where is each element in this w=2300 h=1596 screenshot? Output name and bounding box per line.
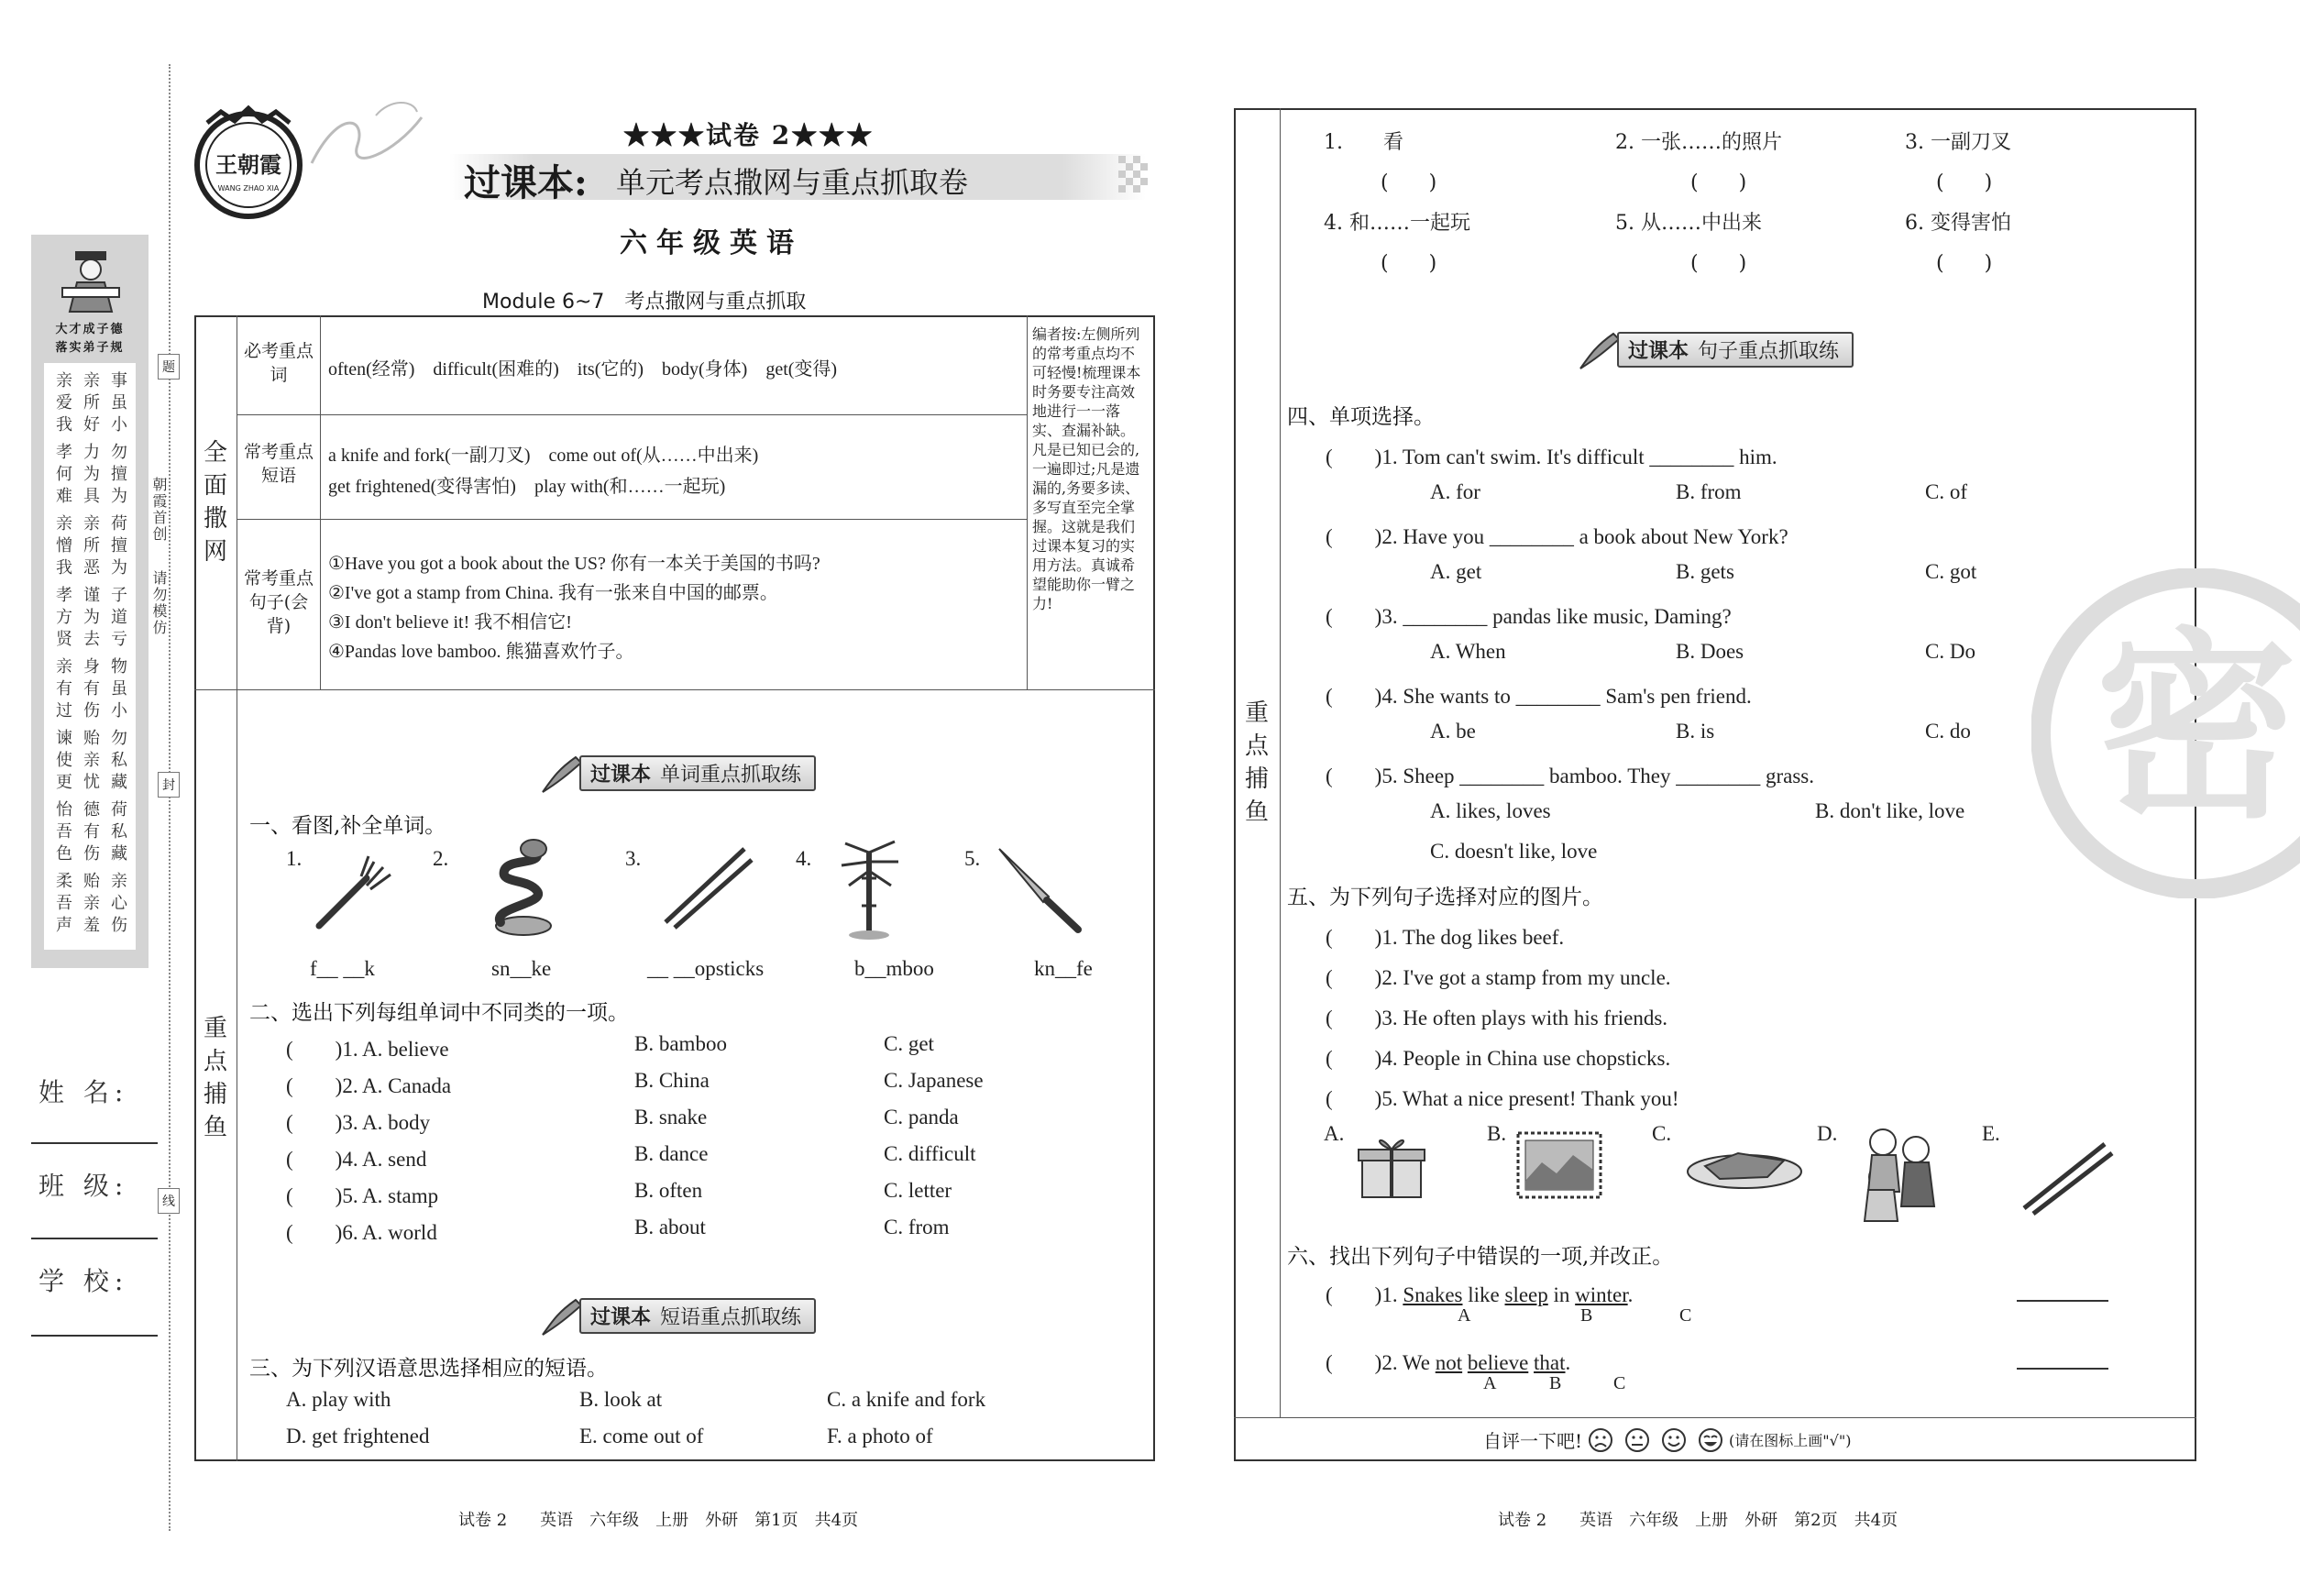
error-2-letter-c: C: [1613, 1373, 1626, 1393]
mc-4-option-c[interactable]: C. do: [1925, 720, 1971, 743]
word-banner-box: [579, 755, 816, 791]
school-label: 学 校:: [39, 1266, 129, 1296]
odd-one-out-1-option-b[interactable]: B. bamboo: [634, 1032, 727, 1055]
confidential-watermark: [2031, 568, 2300, 898]
key-phrases-1: a knife and fork(一副刀叉) come out of(从……中出来): [328, 446, 759, 466]
poem-column: 亲有过: [56, 657, 72, 721]
copyright-note-1: 朝霞首创: [150, 477, 168, 543]
poem-column: 事虽小: [111, 371, 127, 435]
divider: [1280, 108, 1281, 1417]
phrase-item-5: 5. 从……中出来: [1615, 212, 1762, 235]
chopsticks-picture-icon: [2017, 1137, 2118, 1216]
phrase-option-c: C. a knife and fork: [827, 1388, 986, 1411]
mc-4-option-a[interactable]: A. be: [1430, 720, 1476, 743]
error-2-c[interactable]: that: [1534, 1351, 1566, 1374]
poem-column: 力为具: [83, 443, 100, 506]
school-field[interactable]: [31, 1335, 158, 1337]
stamp-icon: [1514, 1129, 1606, 1203]
mc-1-option-b[interactable]: B. from: [1676, 480, 1742, 503]
sentence-banner-box: [1617, 332, 1854, 368]
phrase-option-a: A. play with: [286, 1388, 391, 1411]
part1-num-5: 5.: [964, 847, 981, 870]
phrase-banner: [539, 1300, 816, 1331]
match-sentence-3: ( )3. He often plays with his friends.: [1326, 1007, 1668, 1029]
mc-2-option-b[interactable]: B. gets: [1676, 560, 1734, 583]
poem-column: 身有伤: [83, 657, 100, 721]
error-1-c[interactable]: winter: [1575, 1283, 1628, 1306]
mc-question-5: ( )5. Sheep ________ bamboo. They ________ grass.: [1326, 765, 1814, 787]
poem-column: 孝方贤: [56, 586, 72, 649]
phrase-option-b: B. look at: [579, 1388, 663, 1411]
key-sentence-2: ②I've got a stamp from China. 我有一张来自中国的邮票。: [328, 583, 778, 603]
divider: [194, 689, 1155, 690]
error-1-prefix: ( )1.: [1326, 1283, 1403, 1306]
error-2-letter-a: A: [1483, 1373, 1497, 1393]
error-1-letter-b: B: [1580, 1305, 1593, 1326]
odd-one-out-6-option-a[interactable]: ( )6. A. world: [286, 1221, 437, 1244]
error-sentence-2: [1326, 1346, 1570, 1376]
focus-label-left: 重点捕鱼: [203, 1015, 227, 1141]
odd-one-out-5-option-a[interactable]: ( )5. A. stamp: [286, 1184, 439, 1207]
part1-num-3: 3.: [625, 847, 642, 870]
knife-icon: [994, 843, 1085, 935]
poem-column: 贻亲忧: [83, 729, 100, 792]
blank-fork[interactable]: f__ __k: [310, 957, 375, 980]
error-2-word: We: [1402, 1351, 1430, 1374]
odd-one-out-6-option-c[interactable]: C. from: [884, 1216, 950, 1238]
title-main: 过课本:: [464, 161, 588, 204]
present-icon: [1353, 1129, 1432, 1203]
error-2-prefix: ( )2.: [1326, 1351, 1403, 1374]
match-sentence-5: ( )5. What a nice present! Thank you!: [1326, 1087, 1679, 1110]
match-sentence-4: ( )4. People in China use chopsticks.: [1326, 1047, 1671, 1070]
chopsticks-icon: [656, 840, 757, 931]
part1-num-2: 2.: [433, 847, 449, 870]
seal-tag-ti: 题: [158, 354, 180, 380]
part1-title: 一、看图,补全单词。: [249, 814, 446, 838]
phrase-option-e: E. come out of: [579, 1425, 704, 1447]
cut-line: [169, 64, 171, 1531]
mc-5-option-c[interactable]: C. doesn't like, love: [1430, 840, 1598, 863]
mc-1-option-c[interactable]: C. of: [1925, 480, 1967, 503]
poem-column: 谏使更: [56, 729, 72, 792]
phrase-answer-3[interactable]: ( ): [1936, 171, 1993, 194]
mc-question-3: ( )3. ________ pandas like music, Daming?: [1326, 605, 1732, 628]
logo-sub: WANG ZHAO XIA: [217, 184, 280, 193]
mc-5-option-a[interactable]: A. likes, loves: [1430, 799, 1551, 822]
mc-3-option-b[interactable]: B. Does: [1676, 640, 1744, 663]
beef-icon: [1683, 1135, 1806, 1194]
poem-column: 荷擅为: [111, 514, 127, 578]
sidebar-panel: [31, 235, 149, 968]
picture-label-b: B.: [1487, 1122, 1507, 1145]
odd-one-out-5-option-c[interactable]: C. letter: [884, 1179, 952, 1202]
title-rest: 单元考点撒网与重点抓取卷: [616, 165, 969, 200]
watermark-char: 密: [2095, 608, 2298, 845]
overview-label: 全面撒网: [203, 439, 227, 566]
phrase-banner-text: 短语重点抓取练: [660, 1305, 802, 1329]
phrase-item-1: 1. 看: [1324, 131, 1403, 154]
phrase-item-4: 4. 和……一起玩: [1324, 212, 1470, 235]
mc-question-1: ( )1. Tom can't swim. It's difficult ________ him.: [1326, 446, 1777, 468]
happy-face-icon[interactable]: [1698, 1427, 1723, 1453]
key-sentence-1: ①Have you got a book about the US? 你有一本关于美国的书吗?: [328, 554, 820, 574]
picture-label-d: D.: [1817, 1122, 1838, 1145]
sentence-banner-bold: 过课本: [1628, 338, 1689, 363]
odd-one-out-1-option-a[interactable]: ( )1. A. believe: [286, 1038, 449, 1061]
phrase-answer-2[interactable]: ( ): [1690, 171, 1747, 194]
phrase-item-3: 3. 一副刀叉: [1905, 131, 2011, 154]
poem-column: 贻亲羞: [83, 872, 100, 935]
module-title: Module 6~7 考点撒网与重点抓取: [482, 291, 807, 314]
brush-icon: [1577, 328, 1623, 370]
picture-label-c: C.: [1652, 1122, 1672, 1145]
error-2-period: .: [1565, 1351, 1571, 1374]
smile-face-icon[interactable]: [1661, 1427, 1687, 1453]
mc-4-option-b[interactable]: B. is: [1676, 720, 1715, 743]
paper-number: ★★★试卷 2★★★: [623, 120, 875, 150]
poem-column: 孝何难: [56, 443, 72, 506]
part6-title: 六、找出下列句子中错误的一项,并改正。: [1287, 1245, 1674, 1269]
word-banner-bold: 过课本: [590, 762, 652, 787]
poem-column: 亲所好: [83, 371, 100, 435]
divider: [1027, 315, 1028, 689]
poem-column: 亲爱我: [56, 371, 72, 435]
mc-question-4: ( )4. She wants to ________ Sam's pen friend.: [1326, 685, 1752, 708]
part2-title: 二、选出下列每组单词中不同类的一项。: [249, 1001, 629, 1025]
error-1-letter-c: C: [1679, 1305, 1692, 1326]
motto-2: 落实弟子规: [55, 341, 125, 355]
divider: [237, 519, 1027, 520]
part1-num-1: 1.: [286, 847, 303, 870]
seal-tag-xian: 线: [158, 1188, 180, 1214]
odd-one-out-2-option-a[interactable]: ( )2. A. Canada: [286, 1074, 452, 1097]
motto-1: 大才成子德: [55, 323, 125, 336]
class-label: 班 级:: [39, 1171, 129, 1201]
logo-text: 王朝霞: [215, 151, 281, 178]
poem-column: 物虽小: [111, 657, 127, 721]
odd-one-out-4-option-a[interactable]: ( )4. A. send: [286, 1148, 427, 1171]
phrase-option-d: D. get frightened: [286, 1425, 430, 1447]
brush-icon: [539, 1294, 585, 1337]
mc-2-option-c[interactable]: C. got: [1925, 560, 1977, 583]
error-2-correction[interactable]: [2017, 1368, 2108, 1370]
focus-label-right: 重点捕鱼: [1244, 699, 1269, 826]
name-field[interactable]: [31, 1142, 158, 1144]
odd-one-out-3-option-a[interactable]: ( )3. A. body: [286, 1111, 431, 1134]
copyright-note-2: 请勿模仿: [150, 570, 168, 636]
self-eval-label: 自评一下吧!: [1483, 1430, 1583, 1452]
self-eval-hint: (请在图标上画"√"): [1729, 1432, 1852, 1449]
logo-seal: [180, 103, 317, 222]
bamboo-icon: [834, 834, 908, 941]
match-sentence-2: ( )2. I've got a stamp from my uncle.: [1326, 966, 1671, 989]
poem-column: 勿擅为: [111, 443, 127, 506]
odd-one-out-3-option-c[interactable]: C. panda: [884, 1106, 959, 1128]
error-2-letter-b: B: [1549, 1373, 1562, 1393]
poem-column: 柔吾声: [56, 872, 72, 935]
checker-decoration: [1118, 156, 1155, 196]
sentence-banner-text: 句子重点抓取练: [1698, 339, 1840, 363]
word-banner: [539, 757, 816, 788]
picture-label-e: E.: [1982, 1122, 2000, 1145]
mc-question-2: ( )2. Have you ________ a book about New York?: [1326, 525, 1788, 548]
phrase-banner-bold: 过课本: [590, 1304, 652, 1329]
error-1-b[interactable]: sleep: [1504, 1283, 1548, 1306]
footer-page-1: 试卷 2 英语 六年级 上册 外研 第1页 共4页: [458, 1511, 859, 1530]
error-1-word: like: [1468, 1283, 1500, 1306]
seal-tag-feng: 封: [158, 772, 180, 798]
editor-note: 编者按:左侧所列的常考重点均不可轻慢!梳理课本时务要专注高效地进行一一落实、查漏补缺。凡是已知已会的,一遍即过;凡是遗漏的,务要多读、多写直至完全掌握。这就是我们过课本复习的实用方法。真诚希望能助你一臂之力!: [1032, 325, 1141, 612]
poem-column: 谨为去: [83, 586, 100, 649]
error-1-letter-a: A: [1458, 1305, 1471, 1326]
blank-snake[interactable]: sn__ke: [491, 957, 552, 980]
poem-column: 亲所恶: [83, 514, 100, 578]
friends-playing-icon: [1850, 1118, 1951, 1234]
self-evaluation: [1483, 1426, 1851, 1453]
class-field[interactable]: [31, 1238, 158, 1239]
row-label-sentences: 常考重点句子(会背): [243, 568, 314, 636]
mc-2-option-a[interactable]: A. get: [1430, 560, 1482, 583]
error-1-correction[interactable]: [2017, 1300, 2108, 1302]
phrase-answer-5[interactable]: ( ): [1690, 252, 1747, 275]
picture-label-a: A.: [1324, 1122, 1345, 1145]
odd-one-out-3-option-b[interactable]: B. snake: [634, 1106, 708, 1128]
row-label-phrases: 常考重点短语: [243, 442, 314, 486]
blank-bamboo[interactable]: b__mboo: [854, 957, 934, 980]
phrase-answer-6[interactable]: ( ): [1936, 252, 1993, 275]
poem-column: 怡吾色: [56, 800, 72, 864]
part1-num-4: 4.: [796, 847, 812, 870]
odd-one-out-4-option-b[interactable]: B. dance: [634, 1142, 709, 1165]
key-sentence-4: ④Pandas love bamboo. 熊猫喜欢竹子。: [328, 642, 634, 662]
part5-title: 五、为下列句子选择对应的图片。: [1287, 886, 1603, 909]
mc-3-option-a[interactable]: A. When: [1430, 640, 1506, 663]
poem-column: 德有伤: [83, 800, 100, 864]
poem-column: 亲心伤: [111, 872, 127, 935]
phrase-option-f: F. a photo of: [827, 1425, 933, 1447]
error-1-a[interactable]: Snakes: [1403, 1283, 1463, 1306]
odd-one-out-1-option-c[interactable]: C. get: [884, 1032, 934, 1055]
error-1-word-in: in: [1553, 1283, 1570, 1306]
odd-one-out-4-option-c[interactable]: C. difficult: [884, 1142, 976, 1165]
phrase-answer-4[interactable]: ( ): [1381, 252, 1437, 275]
part4-title: 四、单项选择。: [1287, 405, 1435, 429]
fork-icon: [310, 843, 402, 935]
scholar-figure-icon: [59, 248, 123, 315]
mc-3-option-c[interactable]: C. Do: [1925, 640, 1975, 663]
odd-one-out-5-option-b[interactable]: B. often: [634, 1179, 703, 1202]
odd-one-out-2-option-b[interactable]: B. China: [634, 1069, 710, 1092]
error-2-b[interactable]: believe: [1467, 1351, 1529, 1374]
error-sentence-1: [1326, 1278, 1633, 1308]
match-sentence-1: ( )1. The dog likes beef.: [1326, 926, 1565, 949]
poem-column: 荷私藏: [111, 800, 127, 864]
key-words: often(经常) difficult(困难的) its(它的) body(身体) get(变得): [328, 359, 838, 380]
odd-one-out-2-option-c[interactable]: C. Japanese: [884, 1069, 984, 1092]
part3-title: 三、为下列汉语意思选择相应的短语。: [249, 1357, 608, 1381]
mc-5-option-b[interactable]: B. don't like, love: [1815, 799, 1965, 822]
neutral-face-icon[interactable]: [1624, 1427, 1650, 1453]
poem-column: 亲憎我: [56, 514, 72, 578]
snake-icon: [482, 834, 565, 941]
brush-icon: [539, 752, 585, 794]
error-2-a[interactable]: not: [1435, 1351, 1463, 1374]
divider: [1234, 1417, 2196, 1418]
poem-box: [44, 363, 136, 950]
key-phrases-2: get frightened(变得害怕) play with(和……一起玩): [328, 477, 726, 497]
mc-1-option-a[interactable]: A. for: [1430, 480, 1480, 503]
sentence-banner: [1577, 334, 1854, 365]
poem-column: 子道亏: [111, 586, 127, 649]
odd-one-out-6-option-b[interactable]: B. about: [634, 1216, 706, 1238]
ribbon-decoration: [303, 99, 431, 182]
word-banner-text: 单词重点抓取练: [660, 763, 802, 787]
phrase-item-6: 6. 变得害怕: [1905, 212, 2011, 235]
footer-page-2: 试卷 2 英语 六年级 上册 外研 第2页 共4页: [1498, 1511, 1898, 1530]
error-1-period: .: [1627, 1283, 1634, 1306]
phrase-banner-box: [579, 1298, 816, 1334]
blank-knife[interactable]: kn__fe: [1034, 957, 1093, 980]
divider: [320, 315, 321, 689]
key-sentence-3: ③I don't believe it! 我不相信它!: [328, 612, 572, 633]
poem-column: 勿私藏: [111, 729, 127, 792]
row-label-words: 必考重点词: [243, 341, 314, 385]
name-label: 姓 名:: [39, 1077, 129, 1107]
phrase-answer-1[interactable]: ( ): [1381, 171, 1437, 194]
sad-face-icon[interactable]: [1588, 1427, 1613, 1453]
phrase-item-2: 2. 一张……的照片: [1615, 131, 1782, 154]
grade-subject: 六年级英语: [620, 227, 803, 259]
blank-chopsticks[interactable]: __ __opsticks: [647, 957, 765, 980]
divider: [237, 414, 1027, 415]
